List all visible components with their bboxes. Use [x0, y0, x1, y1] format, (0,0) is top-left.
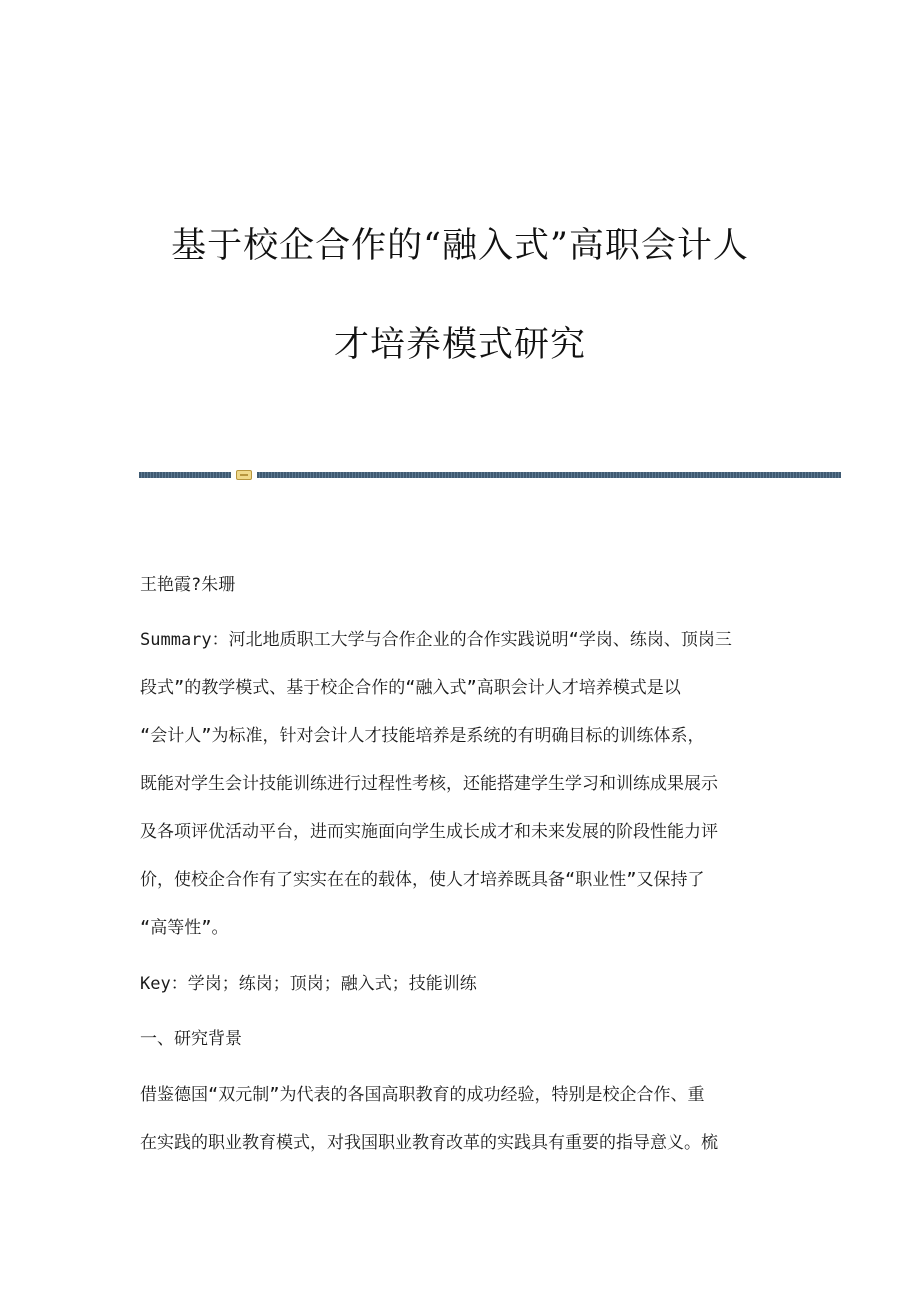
- divider-ornament-icon: [236, 470, 252, 480]
- body-line: 在实践的职业教育模式，对我国职业教育改革的实践具有重要的指导意义。梳: [140, 1133, 718, 1153]
- divider-bar-left: [139, 472, 231, 478]
- summary-line: 及各项评优活动平台，进而实施面向学生成长成才和未来发展的阶段性能力评: [140, 822, 718, 842]
- keywords: Key：学岗；练岗；顶岗；融入式；技能训练: [140, 974, 477, 994]
- summary-line: “会计人”为标准，针对会计人才技能培养是系统的有明确目标的训练体系，: [140, 726, 705, 746]
- title-divider: [139, 470, 841, 480]
- section-heading: 一、研究背景: [140, 1029, 242, 1049]
- summary-line: “高等性”。: [140, 918, 229, 938]
- summary-line: 既能对学生会计技能训练进行过程性考核，还能搭建学生学习和训练成果展示: [140, 774, 718, 794]
- summary-line: 段式”的教学模式、基于校企合作的“融入式”高职会计人才培养模式是以: [140, 678, 681, 698]
- body-line: 借鉴德国“双元制”为代表的各国高职教育的成功经验，特别是校企合作、重: [140, 1085, 705, 1105]
- title-line-1: 基于校企合作的“融入式”高职会计人: [171, 226, 749, 266]
- title-line-2: 才培养模式研究: [333, 325, 586, 365]
- authors: 王艳霞?朱珊: [140, 575, 236, 595]
- summary-line: Summary：河北地质职工大学与合作企业的合作实践说明“学岗、练岗、顶岗三: [140, 630, 732, 650]
- summary-line: 价，使校企合作有了实实在在的载体，使人才培养既具备“职业性”又保持了: [140, 870, 705, 890]
- divider-bar-right: [257, 472, 841, 478]
